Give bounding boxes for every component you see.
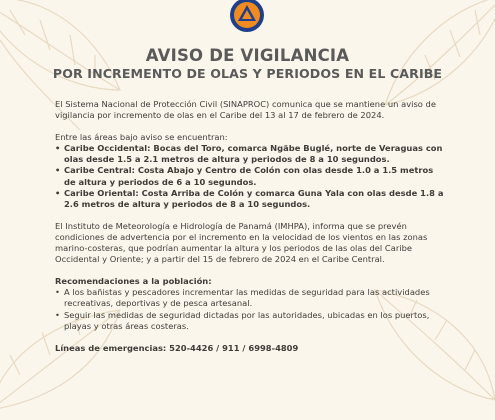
areas-heading: Entre las áreas bajo aviso se encuentran: — [55, 132, 228, 143]
list-item: • Caribe Occidental: Bocas del Toro, comarca Ngäbe Buglé, norte de Veraguas con olas desde 1.5 a 2.1 metros de altura y periodos de 8 a 10 segundos. — [55, 143, 447, 165]
list-item: • Seguir las medidas de seguridad dictadas por las autoridades, ubicadas en los puertos, playas y otras áreas costeras. — [55, 310, 447, 332]
list-item: • A los bañistas y pescadores incrementar las medidas de seguridad para las actividades recreativas, deportivas y de pesca artesanal. — [55, 287, 447, 309]
recommendations-list — [55, 287, 447, 331]
emergency-lines: Líneas de emergencias: 520-4426 / 911 / 6998-4809 — [55, 342, 299, 353]
intro-paragraph: El Sistema Nacional de Protección Civil (SINAPROC) comunica que se mantiene un aviso de vigilancia por incremento de olas en el Caribe del 13 al 17 de febrero de 2024. — [55, 99, 436, 121]
areas-list — [55, 143, 447, 210]
list-item: • Caribe Oriental: Costa Arriba de Colón y comarca Guna Yala con olas desde 1.8 a 2.6 metros de altura y periodos de 8 a 10 segundos. — [55, 188, 447, 210]
page-subtitle: POR INCREMENTO DE OLAS Y PERIODOS EN EL CARIBE — [52, 66, 443, 81]
notice-body — [55, 99, 447, 354]
sinaproc-triangle-logo — [227, 0, 267, 34]
list-item: • Caribe Central: Costa Abajo y Centro de Colón con olas desde 1.0 a 1.5 metros de altura y periodos de 6 a 10 segundos. — [55, 165, 447, 187]
imhpa-paragraph: El Instituto de Meteorología e Hidrología de Panamá (IMHPA), informa que se prevén condiciones de advertencia por el incremento en la velocidad de los vientos en las zonas marino-costeras, que podrían aumentar la altura y los periodos de las olas del Caribe Occidental y Oriente; y a partir del 15 de febrero de 2024 en el Caribe Central. — [55, 220, 428, 265]
page-title: AVISO DE VIGILANCIA — [145, 46, 350, 65]
recommendations-heading: Recomendaciones a la población: — [55, 276, 212, 287]
